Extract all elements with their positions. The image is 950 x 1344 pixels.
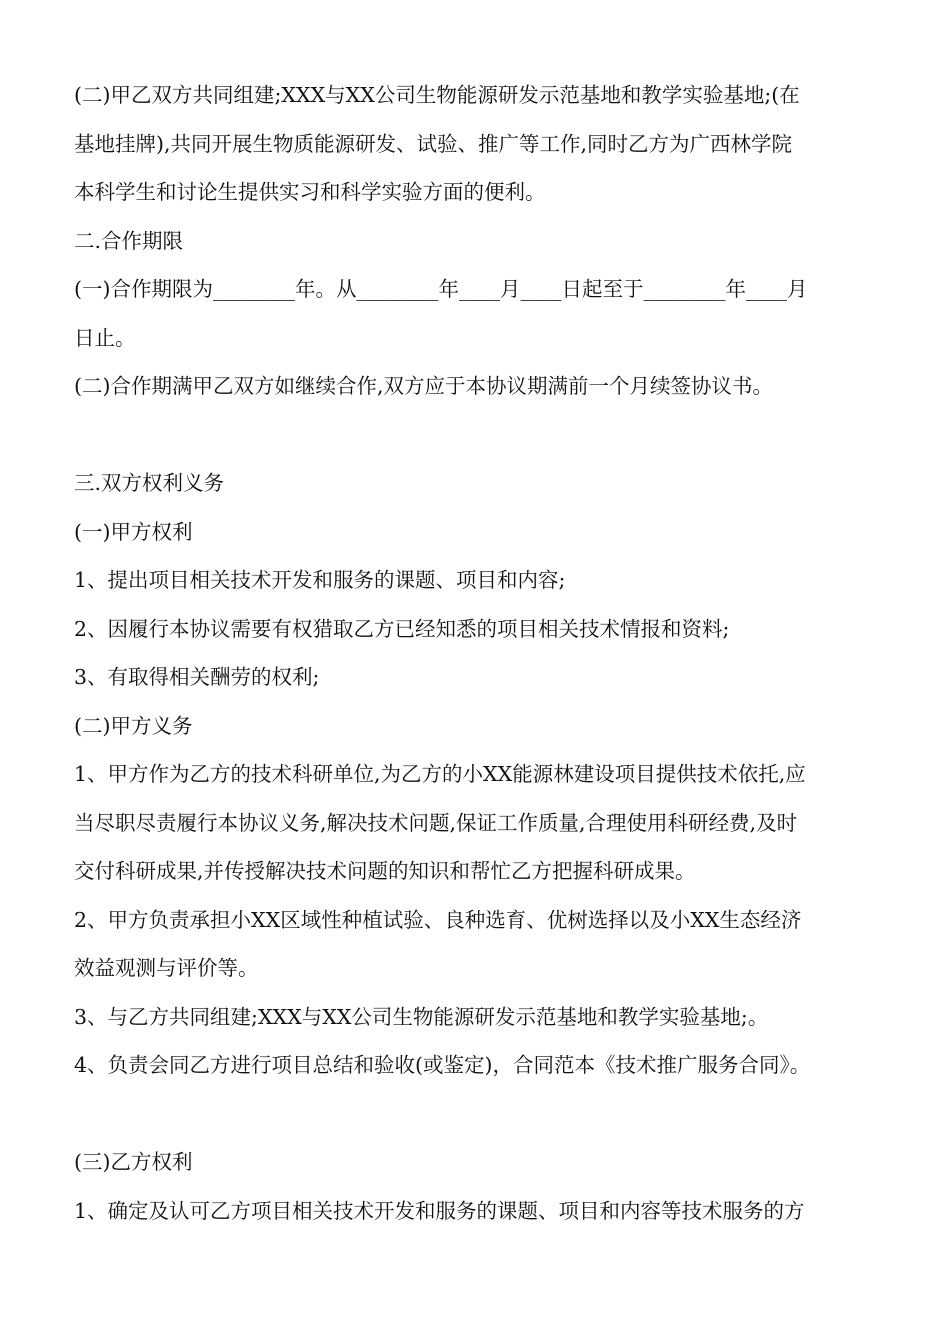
document-body <box>74 78 882 1242</box>
blank-line <box>74 1097 882 1146</box>
list-item: 2、因履行本协议需要有权猎取乙方已经知悉的项目相关技术情报和资料; <box>74 616 730 641</box>
text-line: 效益观测与评价等。 <box>74 956 259 980</box>
text-line: 当尽职尽责履行本协议义务,解决技术问题,保证工作质量,合理使用科研经费,及时 <box>74 810 798 835</box>
section-heading: 三.双方权利义务 <box>74 471 225 495</box>
list-item: 4、负责会同乙方进行项目总结和验收(或鉴定)，合同范本《技术推广服务合同》。 <box>74 1053 811 1077</box>
list-item: 3、有取得相关酬劳的权利; <box>74 665 320 689</box>
list-item: 2、甲方负责承担小XX区域性种植试验、良种选育、优树选择以及小XX生态经济 <box>74 907 802 932</box>
list-item: 3、与乙方共同组建;XXX与XX公司生物能源研发示范基地和教学实验基地;。 <box>74 1004 769 1029</box>
text-line: (二)合作期满甲乙双方如继续合作,双方应于本协议期满前一个月续签协议书。 <box>74 374 774 398</box>
list-item: 1、甲方作为乙方的技术科研单位,为乙方的小XX能源林建设项目提供技术依托,应 <box>74 762 806 786</box>
text-line: 本科学生和讨论生提供实习和科学实验方面的便利。 <box>74 180 546 204</box>
text-line: 基地挂牌),共同开展生物质能源研发、试验、推广等工作,同时乙方为广西林学院 <box>74 131 793 156</box>
list-item: 1、确定及认可乙方项目相关技术开发和服务的课题、项目和内容等技术服务的方 <box>74 1198 805 1223</box>
text-line: (一)合作期限为________年。从________年____月____日起至于________年____月 <box>74 277 808 301</box>
list-item: 1、提出项目相关技术开发和服务的课题、项目和内容; <box>74 568 566 592</box>
blank-line <box>74 418 882 467</box>
text-line: 日止。 <box>74 325 136 350</box>
subsection-heading: (一)甲方权利 <box>74 519 193 544</box>
text-line: (二)甲乙双方共同组建;XXX与XX公司生物能源研发示范基地和教学实验基地;(在 <box>74 83 800 107</box>
subsection-heading: (三)乙方权利 <box>74 1150 193 1174</box>
text-line: 交付科研成果,并传授解决技术问题的知识和帮忙乙方把握科研成果。 <box>74 859 696 883</box>
section-heading: 二.合作期限 <box>74 228 184 253</box>
subsection-heading: (二)甲方义务 <box>74 713 193 738</box>
